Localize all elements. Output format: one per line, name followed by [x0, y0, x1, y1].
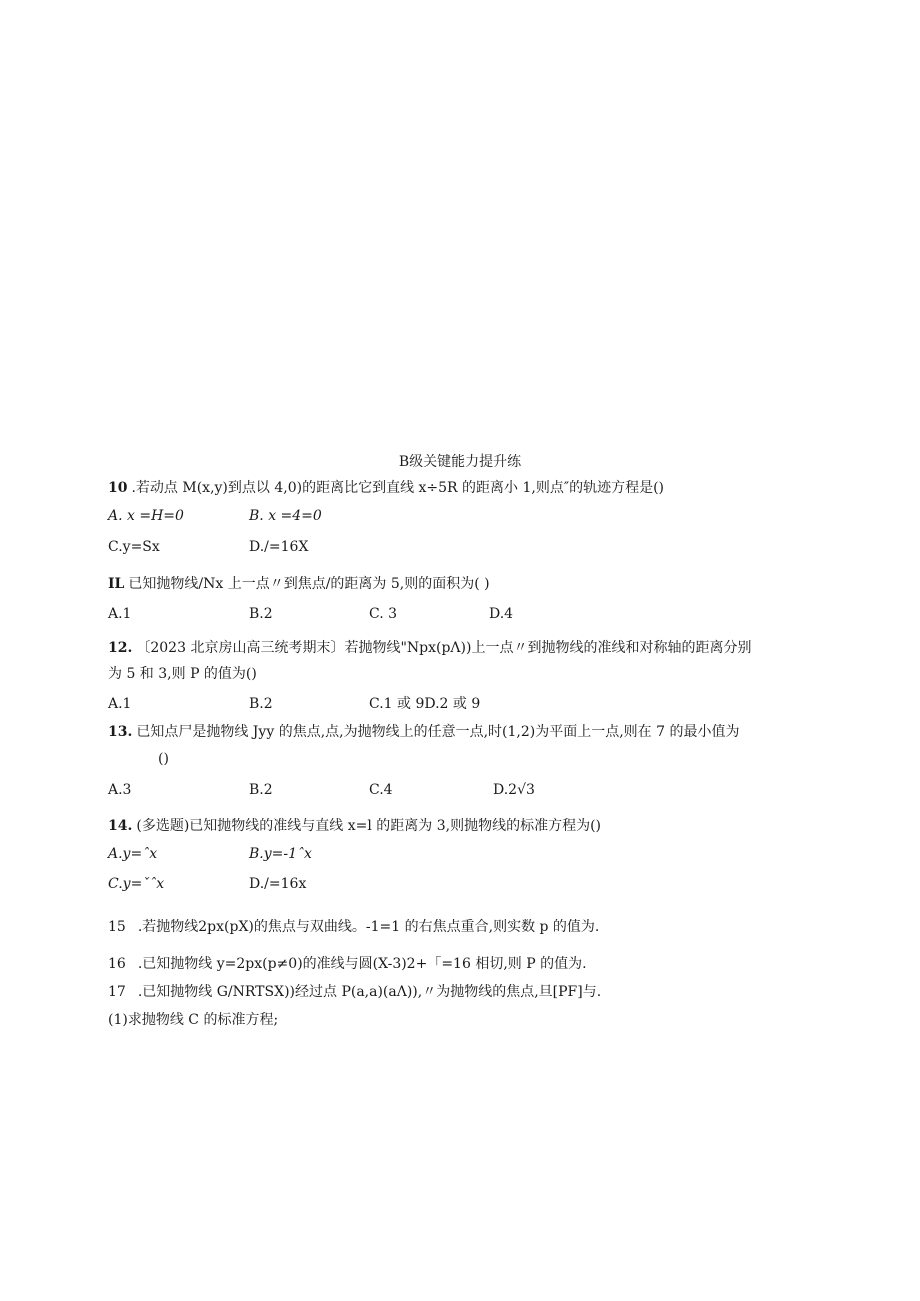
question-text: .若抛物线2px(pX)的焦点与双曲线。-1=1 的右焦点重合,则实数 p 的值为. [137, 919, 600, 935]
question-text: 已知抛物线/Nx 上一点〃到焦点/的距离为 5,则的面积为( ) [128, 576, 490, 592]
option-a: A.1 [108, 696, 132, 712]
question-17-part-1: (1)求抛物线 C 的标准方程; [108, 1012, 279, 1028]
question-text: 〔2023 北京房山高三统考期末〕若抛物线"Npx(pΛ))上一点〃到抛物线的准线和对称轴的距离分别 [136, 640, 752, 656]
question-text: .若动点 M(x,y)到点以 4,0)的距离比它到直线 x÷5R 的距离小 1,则点″的轨迹方程是() [131, 480, 665, 496]
option-c: C.y=ˇˆx [108, 876, 165, 892]
option-a: A.y=ˆx [108, 846, 158, 862]
question-12 [108, 639, 751, 657]
section-title: B级关键能力提升练 [398, 454, 522, 470]
question-14 [108, 817, 601, 835]
question-number: 16 [108, 956, 126, 972]
question-number: 13. [108, 724, 133, 740]
option-d: D./=16x [249, 876, 307, 892]
question-number: 17 [108, 984, 126, 1000]
option-a: A.3 [108, 782, 132, 798]
question-number: 12. [108, 640, 133, 656]
question-13 [108, 723, 740, 741]
question-10 [108, 479, 664, 497]
option-b: B. x =4=0 [249, 508, 322, 524]
question-text: 已知点尸是抛物线 Jyy 的焦点,点,为抛物线上的任意一点,时(1,2)为平面上一点,则在 7 的最小值为 [136, 724, 740, 740]
question-12-continued: 为 5 和 3,则 P 的值为() [108, 666, 257, 682]
option-c: C. 3 [369, 606, 398, 622]
option-a: A.1 [108, 606, 132, 622]
question-13-continued: () [158, 751, 169, 767]
option-b: B.y=-1ˆx [249, 846, 312, 862]
option-c: C.1 或 9D.2 或 9 [369, 696, 481, 712]
option-d: D.4 [489, 606, 514, 622]
question-number: 15 [108, 919, 126, 935]
option-b: B.2 [249, 696, 273, 712]
option-d: D./=16X [249, 539, 309, 555]
question-15 [108, 918, 599, 936]
question-17 [108, 983, 601, 1001]
question-number: IL [108, 576, 125, 592]
question-text: .已知抛物线 G/NRTSX))经过点 P(a,a)(aΛ)),〃为抛物线的焦点,旦[PF]与. [137, 984, 602, 1000]
option-b: B.2 [249, 782, 273, 798]
question-number: 14. [108, 818, 133, 834]
option-c: C.y=Sx [108, 539, 160, 555]
option-d: D.2√3 [493, 782, 535, 798]
question-text: (多选题)已知抛物线的准线与直线 x=l 的距离为 3,则抛物线的标准方程为() [136, 818, 602, 834]
question-number: 10 [108, 480, 128, 496]
option-a: A. x =H=0 [108, 508, 184, 524]
option-b: B.2 [249, 606, 273, 622]
question-11 [108, 575, 490, 593]
option-c: C.4 [369, 782, 393, 798]
question-text: .已知抛物线 y=2px(p≠0)的准线与圆(X-3)2+「=16 相切,则 P 的值为. [137, 956, 587, 972]
question-16 [108, 955, 587, 973]
